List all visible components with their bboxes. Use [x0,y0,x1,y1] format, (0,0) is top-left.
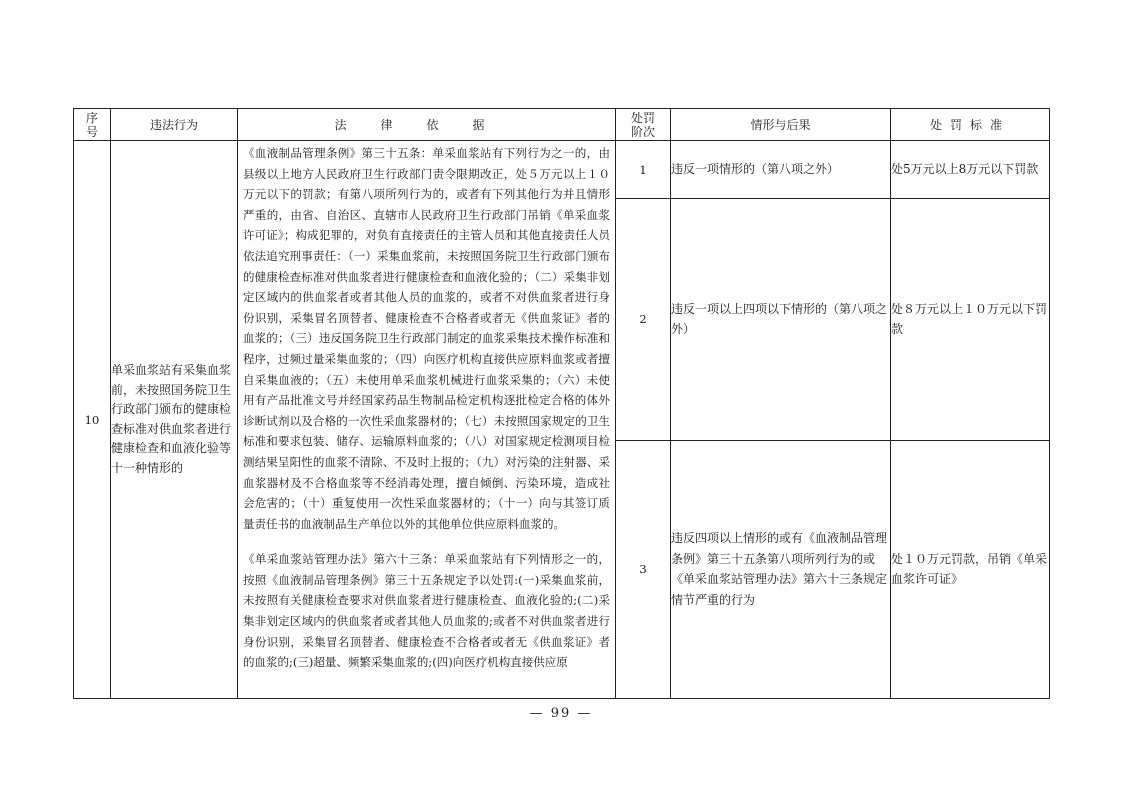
header-row [74,109,1050,141]
standard-cell-3: 处１０万元罚款，吊销《单采血浆许可证》 [891,440,1050,698]
behavior-cell: 单采血浆站有采集血浆前，未按照国务院卫生行政部门颁布的健康检查标准对供血浆者进行健康检查和血液化验等十一种情形的 [111,141,238,699]
level-cell-3: 3 [616,440,671,698]
seq-cell: 10 [74,141,111,699]
level-cell-1: 1 [616,141,671,199]
header-behavior: 违法行为 [111,109,238,141]
standard-cell-1: 处5万元以上8万元以下罚款 [891,141,1050,199]
page-number: — 99 — [529,706,593,721]
header-seq: 序号 [74,109,111,141]
legal-basis-cell [238,141,616,699]
legal-basis-regulation: 《血液制品管理条例》第三十五条：单采血浆站有下列行为之一的，由县级以上地方人民政府卫生行政部门责令限期改正，处５万元以上１０万元以下的罚款；有第八项所列行为的，或者有下列其他行为并且情形严重的，由省、自治区、直辖市人民政府卫生行政部门吊销《单采血浆许可证》；构成犯罪的，对负有直接责任的主管人员和其他直接责任人员依法追究刑事责任：（一）采集血浆前，未按照国务院卫生行政部门颁布的健康检查标准对供血浆者进行健康检查和血液化验的；（二）采集非划定区域内的供血浆者或者其他人员的血浆的，或者不对供血浆者进行身份识别，采集冒名顶替者、健康检查不合格者或者无《供血浆证》者的血浆的；（三）违反国务院卫生行政部门制定的血浆采集技术操作标准和程序，过频过量采集血浆的；（四）向医疗机构直接供应原料血浆或者擅自采集血液的；（五）未使用单采血浆机械进行血浆采集的；（六）未使用有产品批准文号并经国家药品生物制品检定机构逐批检定合格的体外诊断试剂以及合格的一次性采血浆器材的；（七）未按照国家规定的卫生标准和要求包装、储存、运输原料血浆的；（八）对国家规定检测项目检测结果呈阳性的血浆不清除、不及时上报的；（九）对污染的注射器、采血浆器材及不合格血浆等不经消毒处理，擅自倾倒、污染环境，造成社会危害的；（十）重复使用一次性采血浆器材的；（十一）向与其签订质量责任书的血液制品生产单位以外的其他单位供应原料血浆的。 [243,146,610,531]
table-row [74,141,1050,199]
header-standard: 处罚标准 [891,109,1050,141]
penalty-standard-table [73,108,1050,699]
header-basis: 法律依据 [238,109,616,141]
legal-basis-measures: 《单采血浆站管理办法》第六十三条：单采血浆站有下列情形之一的，按照《血液制品管理条例》第三十五条规定予以处罚:(一)采集血浆前，未按照有关健康检查要求对供血浆者进行健康检查、血液化验的;(二)采集非划定区域内的供血浆者或者其他人员血浆的;或者不对供血浆者进行身份识别，采集冒名顶替者、健康检查不合格者或者无《供血浆证》者的血浆的;(三)超量、频繁采集血浆的;(四)向医疗机构直接供应原 [243,552,610,670]
level-cell-2: 2 [616,199,671,440]
header-level: 处罚阶次 [616,109,671,141]
consequence-cell-1: 违反一项情形的（第八项之外） [671,141,891,199]
consequence-cell-2: 违反一项以上四项以下情形的（第八项之外） [671,199,891,440]
header-consequence: 情形与后果 [671,109,891,141]
standard-cell-2: 处８万元以上１０万元以下罚款 [891,199,1050,440]
consequence-cell-3: 违反四项以上情形的或有《血液制品管理条例》第三十五条第八项所列行为的或《单采血浆站管理办法》第六十三条规定情节严重的行为 [671,440,891,698]
